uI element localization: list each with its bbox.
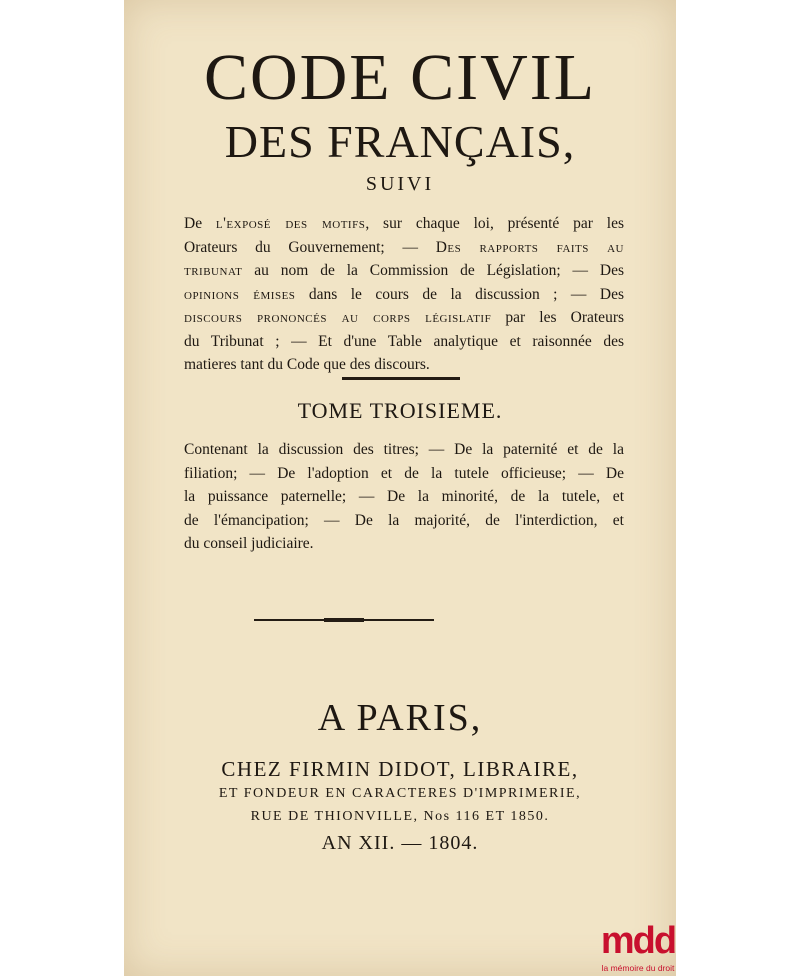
contents-line: filiation; — De l'adoption et de la tutele officieuse; — De	[184, 464, 624, 482]
description-line: matieres tant du Code que des discours.	[184, 356, 430, 373]
title-line-1: CODE CIVIL	[203, 41, 597, 114]
imprint-address: RUE DE THIONVILLE, Nos 116 ET 1850.	[250, 809, 550, 824]
contents-line: de l'émancipation; — De la majorité, de l'interdiction, et	[184, 511, 624, 529]
description-line: tribunat au nom de la Commission de Législation; — Des	[184, 262, 624, 279]
mdd-logo	[598, 920, 678, 976]
divider-rule	[342, 377, 460, 380]
suivi-label: SUIVI	[365, 173, 435, 195]
imprint-founder: ET FONDEUR EN CARACTERES D'IMPRIMERIE,	[218, 786, 582, 801]
description-line: De l'exposé des motifs, sur chaque loi, présenté par les	[184, 215, 625, 232]
imprint-date: AN XII. — 1804.	[321, 832, 479, 854]
description-line: du Tribunat ; — Et d'une Table analytique et raisonnée des	[184, 332, 624, 350]
title-page	[124, 0, 676, 976]
tome-heading: TOME TROISIEME.	[297, 398, 503, 423]
description-line: opinions émises dans le cours de la discussion ; — Des	[184, 285, 624, 303]
logo-wordmark: mdd	[600, 920, 676, 962]
contents-paragraph	[184, 438, 624, 556]
contents-line: Contenant la discussion des titres; — De la paternité et de la	[184, 441, 624, 458]
description-line: discours prononcés au corps législatif par les Orateurs	[184, 309, 625, 326]
imprint-city: A PARIS,	[317, 697, 483, 739]
contents-line: du conseil judiciaire.	[184, 535, 314, 552]
imprint-publisher: CHEZ FIRMIN DIDOT, LIBRAIRE,	[221, 757, 579, 781]
logo-tagline: la mémoire du droit	[601, 963, 675, 973]
title-line-2: DES FRANÇAIS,	[224, 116, 576, 167]
description-line: Orateurs du Gouvernement; — Des rapports faits au	[184, 238, 625, 256]
description-paragraph	[184, 212, 624, 377]
ornamental-rule-center	[324, 618, 364, 622]
contents-line: la puissance paternelle; — De la minorité, de la tutele, et	[184, 488, 624, 505]
